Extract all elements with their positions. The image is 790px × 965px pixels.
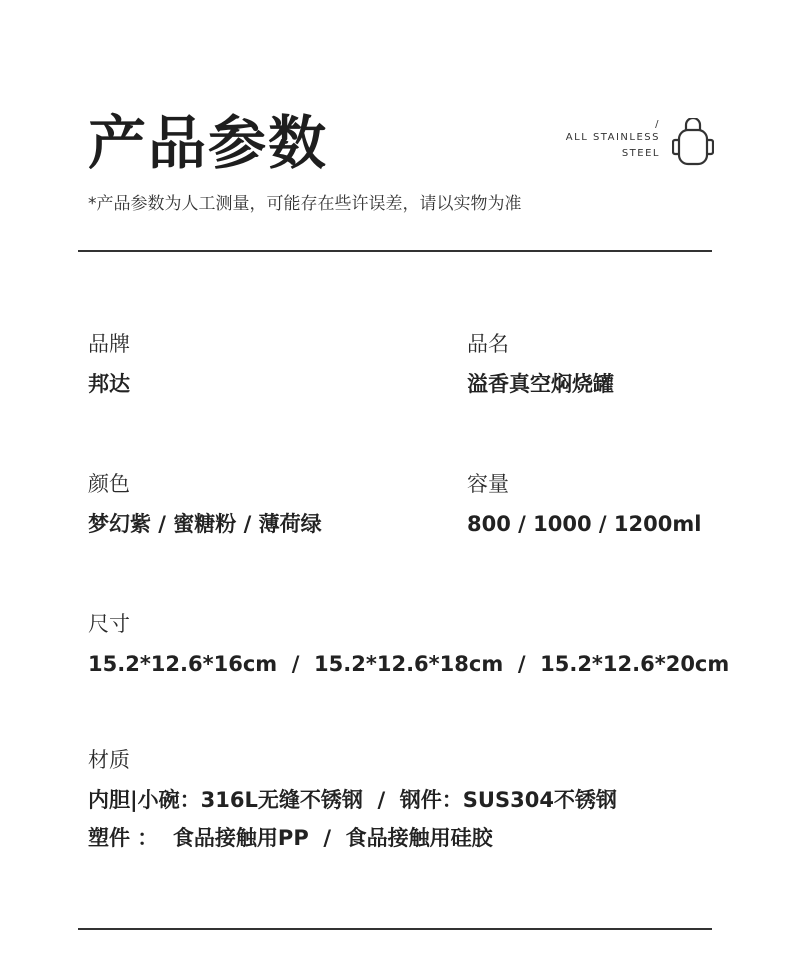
bottom-divider	[78, 928, 712, 930]
brand-slogan-line1: ALL STAINLESS	[565, 132, 660, 143]
spec-size	[88, 610, 729, 678]
spec-material-value-line1: 内胆|小碗：316L无缝不锈钢 / 钢件：SUS304不锈钢	[88, 788, 617, 812]
brand-slogan-slash: /	[655, 119, 660, 130]
spec-size-value: 15.2*12.6*16cm / 15.2*12.6*18cm / 15.2*12.6*20cm	[88, 652, 730, 676]
brand-slogan	[566, 120, 660, 162]
brand-slogan-line2: STEEL	[621, 148, 660, 159]
spec-color	[88, 470, 322, 538]
spec-color-value: 梦幻紫 / 蜜糖粉 / 薄荷绿	[88, 512, 322, 536]
spec-product-name-value: 溢香真空焖烧罐	[467, 372, 614, 396]
spec-capacity-value: 800 / 1000 / 1200ml	[467, 512, 702, 536]
spec-brand-label: 品牌	[88, 332, 130, 356]
spec-product-name-label: 品名	[467, 332, 509, 356]
spec-material-value-line2: 塑件 ： 食品接触用PP / 食品接触用硅胶	[88, 826, 493, 850]
spec-material-label: 材质	[88, 748, 130, 772]
spec-product-name	[467, 330, 614, 398]
page-title: 产品参数	[88, 109, 329, 177]
spec-capacity	[467, 470, 701, 538]
spec-size-label: 尺寸	[88, 612, 130, 636]
bag-icon	[672, 118, 714, 168]
spec-brand-value: 邦达	[88, 372, 130, 396]
spec-brand	[88, 330, 130, 398]
measurement-disclaimer: *产品参数为人工测量，可能存在些许误差，请以实物为准	[88, 194, 522, 214]
top-divider	[78, 250, 712, 252]
spec-material	[88, 746, 617, 852]
spec-capacity-label: 容量	[467, 472, 509, 496]
spec-color-label: 颜色	[88, 472, 130, 496]
